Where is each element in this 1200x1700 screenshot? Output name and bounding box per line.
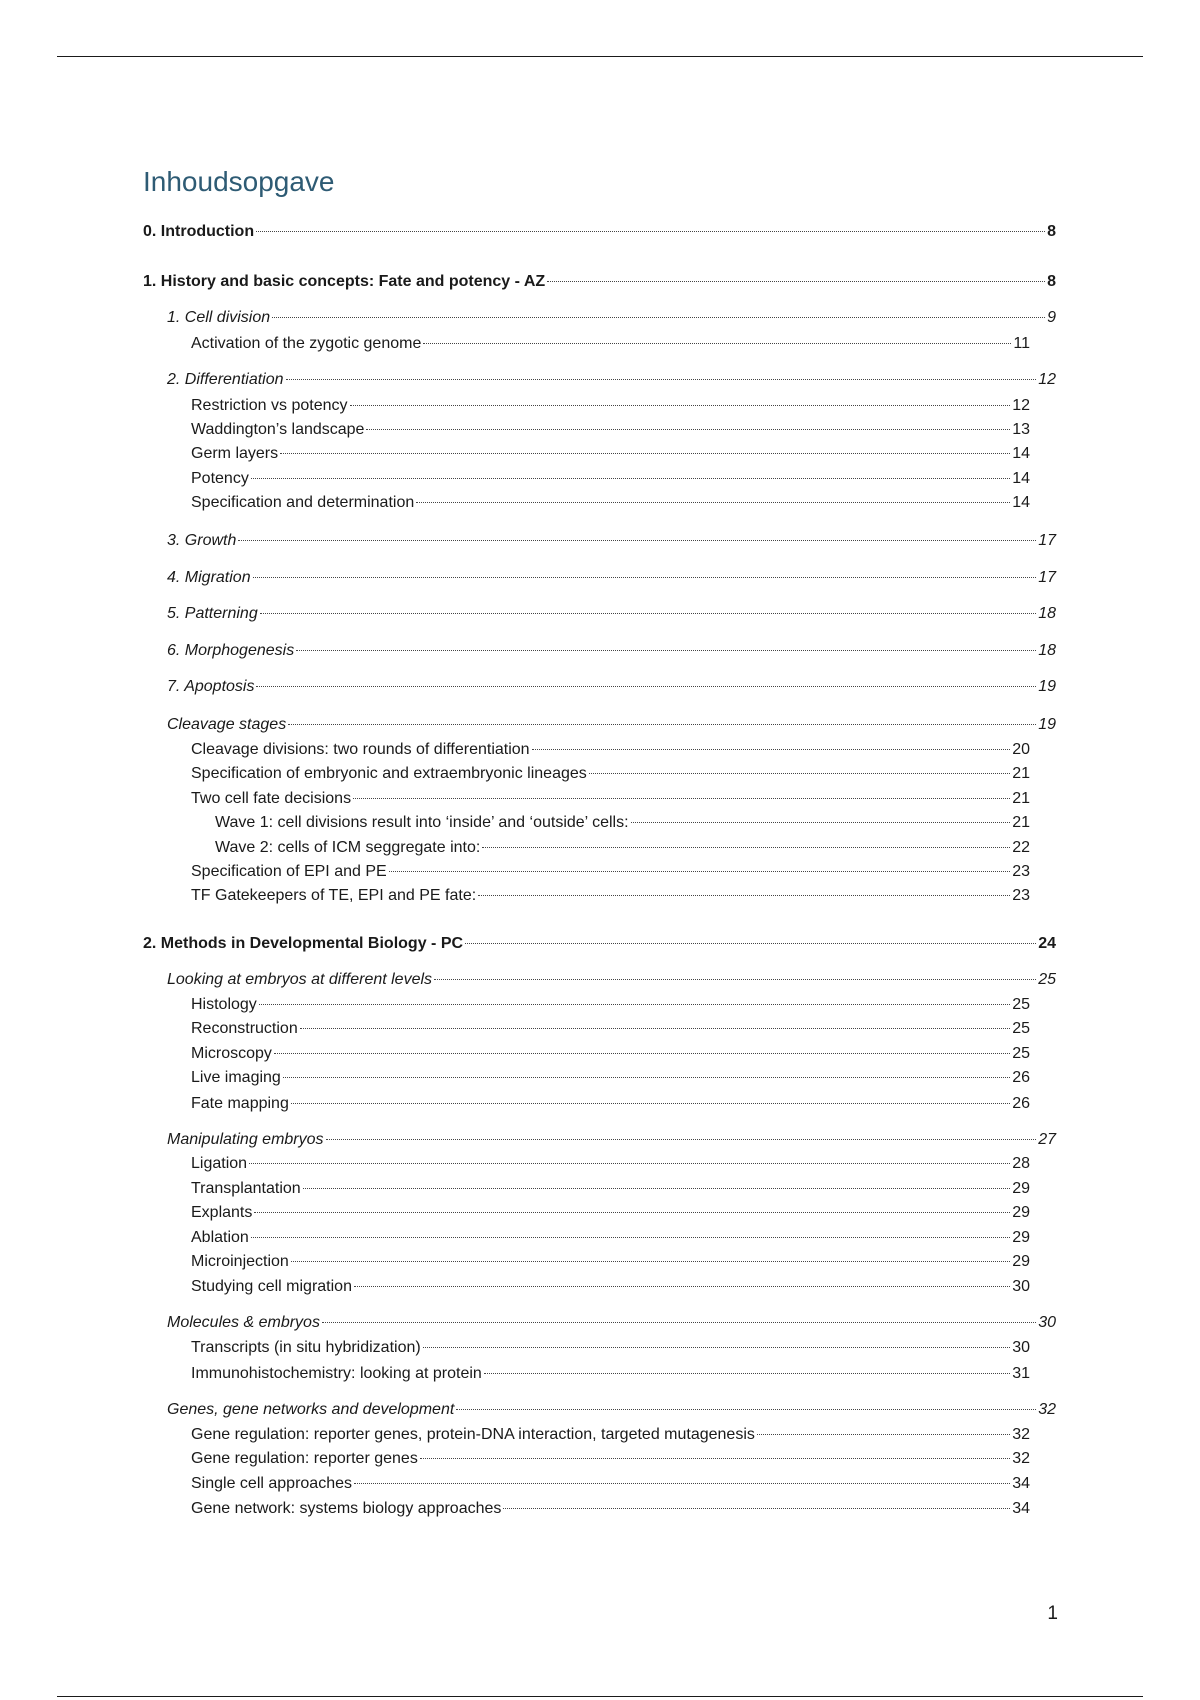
- toc-entry-label: Microscopy: [191, 1045, 272, 1062]
- toc-entry-page: 17: [1038, 569, 1056, 586]
- toc-entry-label: 7. Apoptosis: [167, 678, 255, 695]
- toc-entry[interactable]: [167, 1130, 1056, 1150]
- toc-entry[interactable]: [191, 764, 1030, 784]
- toc-dot-leader: [238, 540, 1036, 541]
- toc-entry-label: Explants: [191, 1204, 253, 1221]
- toc-dot-leader: [420, 1458, 1010, 1459]
- toc-entry[interactable]: [191, 396, 1030, 416]
- toc-entry[interactable]: [167, 531, 1056, 551]
- toc-dot-leader: [272, 317, 1045, 318]
- toc-entry-page: 26: [1012, 1095, 1030, 1112]
- toc-entry-page: 20: [1012, 741, 1030, 758]
- toc-dot-leader: [283, 1077, 1010, 1078]
- toc-dot-leader: [484, 1373, 1010, 1374]
- toc-dot-leader: [434, 979, 1036, 980]
- toc-dot-leader: [288, 724, 1036, 725]
- toc-entry[interactable]: [191, 420, 1030, 440]
- toc-entry-label: Immunohistochemistry: looking at protein: [191, 1365, 482, 1382]
- toc-entry-page: 12: [1012, 397, 1030, 414]
- toc-entry[interactable]: [191, 1425, 1030, 1445]
- toc-entry-label: Genes, gene networks and development: [167, 1401, 455, 1418]
- toc-entry-page: 30: [1012, 1278, 1030, 1295]
- toc-entry-label: Single cell approaches: [191, 1475, 352, 1492]
- toc-entry-page: 12: [1038, 371, 1056, 388]
- toc-entry[interactable]: [191, 862, 1030, 882]
- toc-dot-leader: [350, 405, 1011, 406]
- footer-rule: [57, 1696, 1143, 1697]
- toc-entry-page: 25: [1012, 1020, 1030, 1037]
- toc-entry-label: 2. Methods in Developmental Biology - PC: [143, 935, 464, 952]
- toc-dot-leader: [389, 871, 1011, 872]
- toc-entry[interactable]: [191, 493, 1030, 513]
- toc-entry-page: 29: [1012, 1253, 1030, 1270]
- toc-entry-label: Ablation: [191, 1229, 249, 1246]
- toc-entry[interactable]: [191, 1228, 1030, 1248]
- toc-entry-page: 11: [1013, 335, 1030, 352]
- toc-entry-label: Two cell fate decisions: [191, 790, 352, 807]
- toc-dot-leader: [296, 650, 1036, 651]
- toc-dot-leader: [532, 749, 1011, 750]
- toc-entry-page: 34: [1012, 1500, 1030, 1517]
- toc-entry-page: 25: [1012, 996, 1030, 1013]
- toc-entry-label: Histology: [191, 996, 257, 1013]
- toc-dot-leader: [482, 847, 1010, 848]
- toc-entry-label: Transcripts (in situ hybridization): [191, 1339, 421, 1356]
- toc-entry-label: Germ layers: [191, 445, 279, 462]
- toc-entry-label: TF Gatekeepers of TE, EPI and PE fate:: [191, 887, 477, 904]
- toc-entry[interactable]: [191, 444, 1030, 464]
- toc-entry-label: Specification of embryonic and extraembryonic lineages: [191, 765, 587, 782]
- toc-entry-page: 27: [1038, 1131, 1056, 1148]
- toc-entry-page: 14: [1012, 445, 1030, 462]
- toc-entry-page: 19: [1038, 716, 1056, 733]
- toc-entry-page: 30: [1012, 1339, 1030, 1356]
- toc-entry-label: 2. Differentiation: [167, 371, 284, 388]
- toc-dot-leader: [322, 1322, 1036, 1323]
- toc-dot-leader: [274, 1053, 1010, 1054]
- page-number: 1: [1047, 1603, 1058, 1624]
- toc-entry-page: 32: [1012, 1426, 1030, 1443]
- toc-entry-page: 29: [1012, 1229, 1030, 1246]
- toc-entry[interactable]: [143, 934, 1056, 954]
- toc-entry[interactable]: [191, 1019, 1030, 1039]
- toc-dot-leader: [300, 1028, 1010, 1029]
- toc-dot-leader: [353, 798, 1010, 799]
- toc-entry-page: 14: [1012, 470, 1030, 487]
- toc-entry[interactable]: [191, 1449, 1030, 1469]
- toc-dot-leader: [503, 1508, 1010, 1509]
- toc-dot-leader: [253, 577, 1037, 578]
- toc-entry[interactable]: [167, 641, 1056, 661]
- toc-entry-label: 4. Migration: [167, 569, 251, 586]
- toc-entry-page: 21: [1012, 790, 1030, 807]
- toc-entry[interactable]: [191, 886, 1030, 906]
- toc-entry-label: 1. History and basic concepts: Fate and potency - AZ: [143, 273, 546, 290]
- toc-entry-page: 22: [1012, 839, 1030, 856]
- toc-entry-page: 29: [1012, 1180, 1030, 1197]
- toc-entry[interactable]: [191, 1094, 1030, 1114]
- toc-entry[interactable]: [191, 1203, 1030, 1223]
- toc-dot-leader: [291, 1261, 1010, 1262]
- toc-entry-page: 21: [1012, 765, 1030, 782]
- toc-title: Inhoudsopgave: [143, 166, 335, 197]
- toc-dot-leader: [456, 1409, 1036, 1410]
- toc-entry[interactable]: [167, 677, 1056, 697]
- toc-entry[interactable]: [191, 1252, 1030, 1272]
- toc-entry-page: 23: [1012, 887, 1030, 904]
- toc-entry-label: Specification and determination: [191, 494, 415, 511]
- toc-entry-label: Wave 1: cell divisions result into ‘inside’ and ‘outside’ cells:: [215, 814, 629, 831]
- toc-entry-page: 25: [1012, 1045, 1030, 1062]
- toc-dot-leader: [326, 1139, 1037, 1140]
- toc-entry[interactable]: [191, 740, 1030, 760]
- toc-dot-leader: [757, 1434, 1010, 1435]
- toc-entry[interactable]: [191, 1044, 1030, 1064]
- toc-entry-label: Gene regulation: reporter genes, protein-DNA interaction, targeted mutagenesis: [191, 1426, 755, 1443]
- toc-entry-page: 21: [1012, 814, 1030, 831]
- toc-entry-label: Wave 2: cells of ICM seggregate into:: [215, 839, 481, 856]
- toc-entry-page: 34: [1012, 1475, 1030, 1492]
- toc-dot-leader: [589, 773, 1010, 774]
- toc-entry-label: Activation of the zygotic genome: [191, 335, 422, 352]
- toc-entry[interactable]: [191, 995, 1030, 1015]
- toc-entry[interactable]: [143, 272, 1056, 292]
- toc-dot-leader: [286, 379, 1037, 380]
- toc-entry[interactable]: [191, 1338, 1030, 1358]
- toc-entry-page: 25: [1038, 971, 1056, 988]
- toc-dot-leader: [354, 1483, 1010, 1484]
- toc-entry[interactable]: [191, 469, 1030, 489]
- toc-entry[interactable]: [191, 1277, 1030, 1297]
- toc-dot-leader: [249, 1163, 1010, 1164]
- toc-dot-leader: [547, 281, 1045, 282]
- toc-dot-leader: [254, 1212, 1010, 1213]
- toc-dot-leader: [303, 1188, 1011, 1189]
- toc-entry[interactable]: [191, 789, 1030, 809]
- toc-entry-page: 18: [1038, 605, 1056, 622]
- toc-entry-label: Studying cell migration: [191, 1278, 352, 1295]
- toc-dot-leader: [291, 1103, 1010, 1104]
- toc-entry-label: Looking at embryos at different levels: [167, 971, 433, 988]
- toc-entry-page: 26: [1012, 1069, 1030, 1086]
- toc-entry-label: Specification of EPI and PE: [191, 863, 387, 880]
- toc-dot-leader: [416, 502, 1010, 503]
- toc-entry-label: Transplantation: [191, 1180, 301, 1197]
- toc-entry-page: 19: [1038, 678, 1056, 695]
- toc-entry-label: Cleavage stages: [167, 716, 287, 733]
- toc-entry-label: 5. Patterning: [167, 605, 258, 622]
- toc-entry-label: Restriction vs potency: [191, 397, 348, 414]
- toc-entry[interactable]: [167, 970, 1056, 990]
- toc-entry-page: 28: [1012, 1155, 1030, 1172]
- toc-entry[interactable]: [167, 715, 1056, 735]
- toc-entry-label: 0. Introduction: [143, 223, 255, 240]
- toc-entry[interactable]: [143, 222, 1056, 242]
- toc-dot-leader: [631, 822, 1011, 823]
- toc-entry-page: 13: [1012, 421, 1030, 438]
- toc-dot-leader: [423, 1347, 1011, 1348]
- toc-dot-leader: [423, 343, 1011, 344]
- toc-entry-page: 32: [1012, 1450, 1030, 1467]
- toc-entry-label: Cleavage divisions: two rounds of differentiation: [191, 741, 530, 758]
- toc-entry-label: 3. Growth: [167, 532, 237, 549]
- toc-dot-leader: [366, 429, 1010, 430]
- toc-dot-leader: [256, 231, 1045, 232]
- toc-entry-page: 24: [1038, 935, 1056, 952]
- toc-dot-leader: [465, 943, 1036, 944]
- toc-dot-leader: [354, 1286, 1010, 1287]
- toc-entry-page: 8: [1047, 223, 1056, 240]
- toc-entry[interactable]: [167, 1313, 1056, 1333]
- toc-entry-label: 6. Morphogenesis: [167, 642, 295, 659]
- toc-entry[interactable]: [191, 1364, 1030, 1384]
- toc-entry-page: 8: [1047, 273, 1056, 290]
- toc-dot-leader: [280, 453, 1010, 454]
- toc-entry-label: Waddington’s landscape: [191, 421, 365, 438]
- toc-dot-leader: [251, 478, 1010, 479]
- toc-dot-leader: [260, 613, 1036, 614]
- toc-entry-label: Microinjection: [191, 1253, 289, 1270]
- toc-entry-label: Ligation: [191, 1155, 248, 1172]
- toc-entry[interactable]: [167, 370, 1056, 390]
- toc-entry[interactable]: [191, 1068, 1030, 1088]
- toc-entry-label: Live imaging: [191, 1069, 281, 1086]
- toc-entry-label: Gene network: systems biology approaches: [191, 1500, 502, 1517]
- toc-dot-leader: [259, 1004, 1010, 1005]
- toc-entry-page: 14: [1012, 494, 1030, 511]
- toc-entry-label: Manipulating embryos: [167, 1131, 324, 1148]
- toc-entry-page: 18: [1038, 642, 1056, 659]
- toc-entry[interactable]: [191, 1154, 1030, 1174]
- toc-entry[interactable]: [167, 1400, 1056, 1420]
- toc-entry[interactable]: [191, 334, 1030, 354]
- toc-entry[interactable]: [191, 1474, 1030, 1494]
- toc-dot-leader: [251, 1237, 1010, 1238]
- toc-entry-label: Gene regulation: reporter genes: [191, 1450, 418, 1467]
- toc-entry-page: 31: [1012, 1365, 1030, 1382]
- toc-entry[interactable]: [167, 308, 1056, 328]
- toc-entry-label: Reconstruction: [191, 1020, 298, 1037]
- toc-entry-page: 32: [1038, 1401, 1056, 1418]
- toc-entry[interactable]: [167, 568, 1056, 588]
- toc-entry[interactable]: [191, 1499, 1030, 1519]
- toc-entry-label: 1. Cell division: [167, 309, 271, 326]
- toc-entry-page: 23: [1012, 863, 1030, 880]
- toc-entry-label: Fate mapping: [191, 1095, 289, 1112]
- toc-entry-page: 17: [1038, 532, 1056, 549]
- toc-entry[interactable]: [215, 838, 1030, 858]
- toc-entry-page: 9: [1047, 309, 1056, 326]
- toc-entry[interactable]: [167, 604, 1056, 624]
- toc-entry[interactable]: [191, 1179, 1030, 1199]
- toc-entry-label: Potency: [191, 470, 249, 487]
- toc-dot-leader: [256, 686, 1036, 687]
- toc-entry-page: 30: [1038, 1314, 1056, 1331]
- toc-entry[interactable]: [215, 813, 1030, 833]
- toc-entry-label: Molecules & embryos: [167, 1314, 320, 1331]
- toc-entry-page: 29: [1012, 1204, 1030, 1221]
- toc-dot-leader: [478, 895, 1010, 896]
